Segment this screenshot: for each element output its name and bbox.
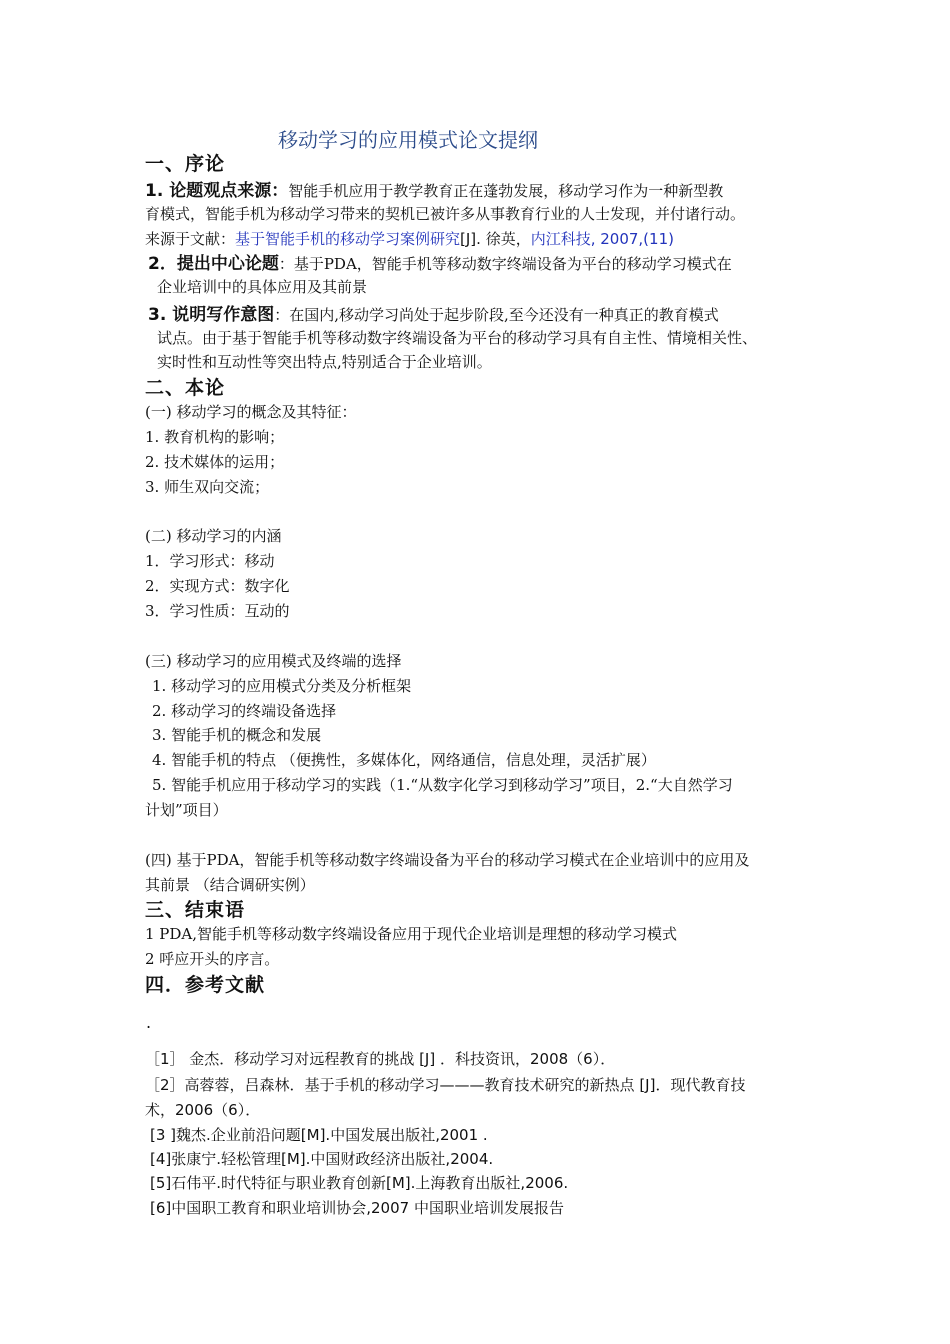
reference-item: ［2］高蓉蓉，吕森林．基于手机的移动学习———教育技术研究的新热点 [J]．现代教育技 <box>145 1076 746 1094</box>
subsection-heading-b: (二) 移动学习的内涵 <box>145 527 282 545</box>
topic-source-lead: 1. 论题观点来源： <box>145 181 289 201</box>
paragraph-central-thesis-line1 <box>148 249 732 274</box>
section-heading-intro: 一、序论 <box>145 153 226 175</box>
list-item: 3．学习性质：互动的 <box>145 602 290 620</box>
list-item: 2. 移动学习的终端设备选择 <box>152 702 337 720</box>
reference-item: [3 ]魏杰.企业前沿问题[M].中国发展出版社,2001 . <box>150 1126 488 1144</box>
paragraph-topic-source-line1 <box>145 176 723 201</box>
subsection-heading-a: (一) 移动学习的概念及其特征： <box>145 403 357 421</box>
reference-item: [5]石伟平.时代特征与职业教育创新[M].上海教育出版社,2006. <box>150 1174 569 1192</box>
list-item: 1. 教育机构的影响； <box>145 428 285 446</box>
list-item: 5. 智能手机应用于移动学习的实践（1.“从数字化学习到移动学习”项目，2.“大自然学习 <box>152 776 733 794</box>
writing-intent-text-3: 实时性和互动性等突出特点,特别适合于企业培训。 <box>157 353 492 371</box>
section-heading-conclusion: 三、结束语 <box>145 899 246 921</box>
conclusion-item: 2 呼应开头的序言。 <box>145 950 280 968</box>
writing-intent-text-1: ：在国内,移动学习尚处于起步阶段,至今还没有一种真正的教育模式 <box>274 306 719 324</box>
reference-item: ［1］ 金杰．移动学习对远程教育的挑战 [J] ．科技资讯，2008（6）． <box>145 1050 616 1068</box>
source-prefix: 来源于文献： <box>145 230 236 248</box>
source-link-title[interactable]: 基于智能手机的移动学习案例研究 <box>235 230 461 248</box>
subsection-heading-c: (三) 移动学习的应用模式及终端的选择 <box>145 652 402 670</box>
list-item: 3. 智能手机的概念和发展 <box>152 726 322 744</box>
central-thesis-lead: 2．提出中心论题 <box>148 254 279 274</box>
list-item: 1. 移动学习的应用模式分类及分析框架 <box>152 677 412 695</box>
subsection-heading-d-line2: 其前景 （结合调研实例） <box>145 876 315 894</box>
list-item: 4. 智能手机的特点 （便携性，多媒体化，网络通信，信息处理，灵活扩展） <box>152 751 656 769</box>
central-thesis-text-1: ：基于PDA，智能手机等移动数字终端设备为平台的移动学习模式在 <box>278 255 732 273</box>
subsection-heading-d-line1: (四) 基于PDA，智能手机等移动数字终端设备为平台的移动学习模式在企业培训中的应用及 <box>145 851 750 869</box>
list-item: 2．实现方式：数字化 <box>145 577 290 595</box>
writing-intent-lead: 3. 说明写作意图 <box>148 305 275 325</box>
topic-source-text-2: 育模式，智能手机为移动学习带来的契机已被许多从事教育行业的人士发现，并付诸行动。 <box>145 205 746 223</box>
reference-item: [4]张康宁.轻松管理[M].中国财政经济出版社,2004. <box>150 1150 494 1168</box>
source-citation <box>145 228 674 249</box>
writing-intent-text-2: 试点。由于基于智能手机等移动数字终端设备为平台的移动学习具有自主性、情境相关性、 <box>157 329 758 347</box>
section-heading-references: 四．参考文献 <box>145 974 266 996</box>
topic-source-text-1: 智能手机应用于教学教育正在蓬勃发展，移动学习作为一种新型教 <box>288 182 724 200</box>
list-item: 3. 师生双向交流； <box>145 478 270 496</box>
list-item: 2. 技术媒体的运用； <box>145 453 285 471</box>
list-item: 1．学习形式：移动 <box>145 552 275 570</box>
source-link-journal[interactable]: 内江科技, 2007,(11) <box>530 230 674 248</box>
paragraph-writing-intent-line1 <box>148 300 719 325</box>
section-heading-body: 二、本论 <box>145 377 226 399</box>
list-item-continuation: 计划”项目） <box>145 801 228 819</box>
reference-item: [6]中国职工教育和职业培训协会,2007 中国职业培训发展报告 <box>150 1199 564 1217</box>
stray-dot: . <box>146 1013 152 1032</box>
document-title: 移动学习的应用模式论文提纲 <box>278 128 538 152</box>
conclusion-item: 1 PDA,智能手机等移动数字终端设备应用于现代企业培训是理想的移动学习模式 <box>145 925 678 943</box>
central-thesis-text-2: 企业培训中的具体应用及其前景 <box>157 278 368 296</box>
reference-item-continuation: 术，2006（6）． <box>145 1101 261 1119</box>
source-mid: [J]. 徐英， <box>460 230 531 248</box>
